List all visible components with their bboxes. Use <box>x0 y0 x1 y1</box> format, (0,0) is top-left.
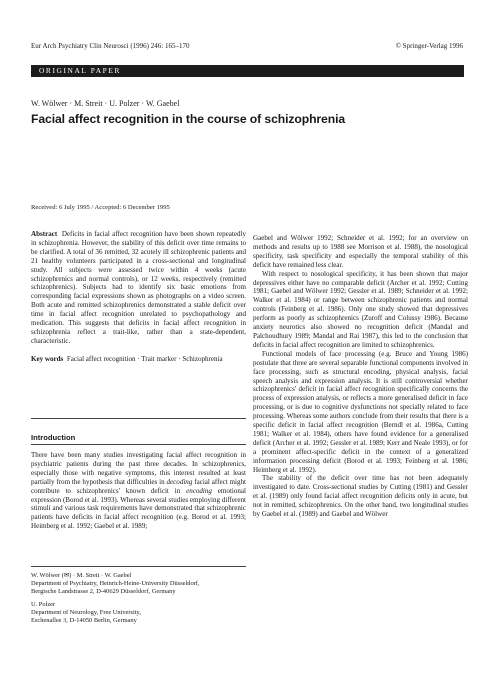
footnote-rule <box>31 566 246 567</box>
section-band-label: ORIGINAL PAPER <box>39 66 122 75</box>
affiliation-line-3: Bergische Landstrasse 2, D-40629 Düsseldorf, Germany <box>31 588 176 596</box>
intro-part-2: facial affect might contribute to schizophrenics' known deficit in <box>31 477 246 495</box>
keywords <box>31 355 246 364</box>
section-band <box>31 65 464 77</box>
intro-emphasis-encoding: encoding <box>186 486 212 495</box>
right-column-text <box>253 234 468 519</box>
keywords-text: Facial affect recognition · Trait marker · Schizophrenia <box>66 355 223 363</box>
publisher-copyright: © Springer-Verlag 1996 <box>395 42 463 50</box>
affiliation-line-1: W. Wölwer (✉) · M. Streit · W. Gaebel <box>31 572 132 579</box>
keywords-label: Key words <box>31 355 64 363</box>
abstract <box>31 230 246 346</box>
author-list: W. Wölwer · M. Streit · U. Polzer · W. Gaebel <box>31 99 180 108</box>
right-paragraph-2: With respect to nosological specificity, it has been shown that major depressives either have no comparable deficit (Archer et al. 1992; Cutting 1981; Gaebel and Wölwer 1992; Gessler et al. 1989; Schneider et al. 1992; Walker et al. 1984) or range between schizophrenic patients and normal controls (Feinberg et al. 1986). Only one study showed that depressives perform as poorly as schizophrenics (Zuroff and Colussy 1986). Because anxiety neurotics also showed no recognition deficit (Mandal and Palchoudhury 1989; Mandal and Rai 1987), this led to the conclusion that deficits in facial affect recognition are limited to schizophrenics. <box>253 269 468 349</box>
right-paragraph-1: Gaebel and Wölwer 1992; Schneider et al. 1992; for an overview on methods and results up to 1988 see Morrison et al. 1988), the nosological specificity, task specificity and especially the temporal stability of this deficit have remained less clear. <box>253 234 468 269</box>
right-paragraph-4: The stability of the deficit over time has not been adequately investigated to date. Cross-sectional studies by Cutting (1981) and Gessler et al. (1989) only found facial affect recognition deficits only in acute, but not in remitted, schizophrenics. On the other hand, two longitudinal studies by Gaebel et al. (1989) and Gaebel and Wölwer <box>253 474 468 519</box>
affiliation-line-6: Eschenallee 3, D-14050 Berlin, Germany <box>31 617 137 625</box>
affiliation-line-4: U. Polzer <box>31 601 56 609</box>
affiliation-line-2: Department of Psychiatry, Heinrich-Heine-University Düsseldorf, <box>31 580 200 588</box>
intro-part-3: emotional expression (Borod et al. 1993). Whereas several studies employing different stimuli and various task requirements have demonstrated that schizophrenic patients have deficits in facial affect recognition (e.g. Borod et al. 1993; Heimberg et al. 1992; Gaebel et al. 1989; <box>31 486 246 531</box>
abstract-label: Abstract <box>31 230 58 238</box>
introduction-heading: Introduction <box>31 433 76 442</box>
section-rule-top <box>31 418 246 419</box>
received-dates: Received: 6 July 1995 / Accepted: 6 December 1995 <box>31 204 170 211</box>
affiliation-line-5: Department of Neurology, Free University, <box>31 609 141 617</box>
section-rule-bottom <box>31 444 246 445</box>
introduction-text <box>31 451 246 531</box>
intro-part-1: There have been many studies investigating facial affect recognition in psychiatric patients during the past three decades. In schizophrenics, especially those with negative symptoms, this interest resulted at least partially from the hypothesis that difficulties in <box>31 451 246 486</box>
abstract-text: Deficits in facial affect recognition have been shown repeatedly in schizophrenia. However, the stability of this deficit over time remains to be clarified. A total of 36 remitted, 32 acutely ill schizophrenic patients and 21 healthy volunteers participated in a cross-sectional and longitudinal study. All subjects were assessed twice within 4 weeks (acute schizophrenics and normal controls), or 12 weeks, respectively (remitted schizophrenics). Subjects had to identify six basic emotions from corresponding facial expressions shown as photographs on a video screen. Both acute and remitted schizophrenics demonstrated a stable deficit over time in facial affect recognition unrelated to psychopathology and medication. This suggests that deficits in facial affect recognition in schizophrenia reflect a trait-like, rather than a state-dependent, characteristic. <box>31 230 246 345</box>
right-paragraph-3: Functional models of face processing (e.g. Bruce and Young 1986) postulate that three are several separable functional components involved in face processing, such as structural encoding, physical analysis, facial speech analysis and expression analysis. It is still controversial whether schizophrenics' deficit in facial affect recognition specifically concerns the process of expression analysis, or reflects a more generalised deficit in face processing, or is due to cognitive dysfunctions not specially related to face processing. Whereas some authors conclude from their results that there is a specific deficit in facial affect recognition (Berndl et al. 1986a, Cutting 1981; Walker et al. 1984), others have found evidence for a generalised deficit (Archer et al. 1992; Gessler et al. 1989; Kerr and Neale 1993), or for a prominent affect-specific deficit in the context of a generalized information processing deficit (Borod et al. 1993; Feinberg et al. 1986; Heimberg et al. 1992). <box>253 349 468 474</box>
intro-emphasis-decoding: decoding <box>166 477 193 486</box>
author-affiliations <box>31 572 246 626</box>
journal-reference: Eur Arch Psychiatry Clin Neurosci (1996) 246: 165–170 <box>31 42 190 50</box>
article-title: Facial affect recognition in the course of schizophrenia <box>31 112 346 126</box>
